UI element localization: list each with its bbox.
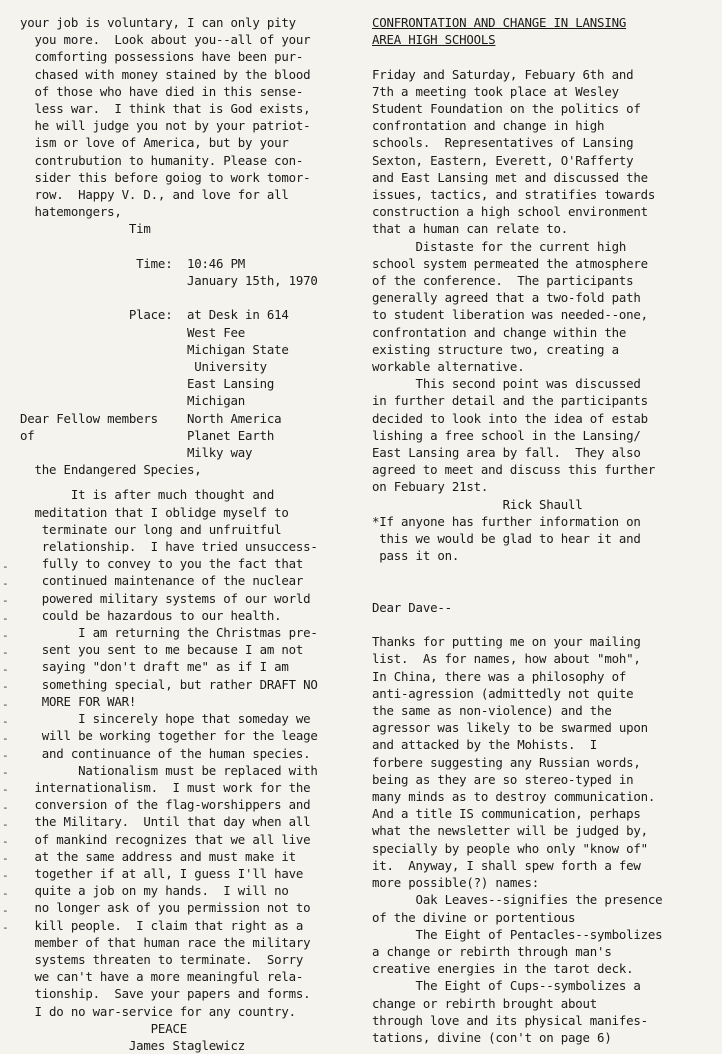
- text-line: construction a high school environment: [372, 204, 648, 220]
- text-line: Distaste for the current high: [372, 238, 627, 254]
- margin-tick: -: [2, 577, 9, 591]
- text-line: tionship. Save your papers and forms.: [20, 986, 311, 1002]
- margin-tick: -: [2, 731, 9, 745]
- text-line: and attacked by the Mohists. I: [372, 737, 598, 753]
- text-line: Student Foundation on the politics of: [372, 101, 641, 116]
- text-line: *If anyone has further information on: [372, 513, 641, 529]
- margin-tick: -: [2, 852, 9, 866]
- margin-tick: -: [2, 628, 9, 642]
- right-column: [372, 14, 707, 1046]
- text-line: workable alternative.: [372, 359, 525, 375]
- text-line: terminate our long and unfruitful: [20, 521, 282, 537]
- text-line: member of that human race the military: [20, 934, 311, 950]
- margin-tick: -: [2, 594, 9, 608]
- text-line: less war. I think that is God exists,: [20, 101, 311, 117]
- text-line: In China, there was a philosophy of: [372, 668, 627, 684]
- text-line: fully to convey to you the fact that: [20, 556, 304, 572]
- text-line: a change or rebirth through man's: [372, 943, 612, 959]
- draft-card-letter: [20, 486, 355, 1019]
- margin-tick: -: [2, 817, 9, 831]
- text-line: ism or love of America, but by your: [20, 135, 289, 151]
- margin-tick-marks: [2, 560, 12, 938]
- text-line: Oak Leaves--signifies the presence: [372, 892, 663, 908]
- text-line: will be working together for the leage: [20, 728, 318, 744]
- text-line: the Military. Until that day when all: [20, 814, 311, 830]
- margin-tick: -: [2, 783, 9, 797]
- text-line: MORE FOR WAR!: [20, 693, 137, 709]
- text-line: East Lansing area by fall. They also: [372, 445, 641, 461]
- peace-closing: PEACE: [20, 1020, 187, 1036]
- text-line: being as they are so stereo-typed in: [372, 771, 634, 787]
- article-headline-line2: AREA HIGH SCHOOLS: [372, 32, 496, 48]
- text-line: kill people. I claim that right as a: [20, 917, 304, 933]
- text-line: lishing a free school in the Lansing/: [372, 427, 641, 443]
- text-line: meditation that I oblidge myself to: [20, 504, 289, 520]
- text-line: West Fee: [20, 324, 246, 340]
- margin-tick: -: [2, 560, 9, 573]
- text-line: generally agreed that a two-fold path: [372, 290, 641, 306]
- text-line: of the divine or portentious: [372, 909, 576, 925]
- text-line: of Planet Earth: [20, 427, 275, 443]
- text-line: confrontation and change in high: [372, 118, 605, 134]
- text-line: list. As for names, how about "moh",: [372, 651, 641, 667]
- text-line: I sincerely hope that someday we: [20, 711, 311, 727]
- text-line: agreed to meet and discuss this further: [372, 462, 656, 478]
- text-line: anti-agression (admittedly not quite: [372, 685, 634, 701]
- text-line: issues, tactics, and stratifies towards: [372, 187, 656, 203]
- text-line: forbere suggesting any Russian words,: [372, 754, 641, 770]
- text-line: Nationalism must be replaced with: [20, 762, 318, 778]
- text-line: pass it on.: [372, 548, 460, 564]
- text-line: quite a job on my hands. I will no: [20, 883, 289, 899]
- signature-tim: Tim: [20, 221, 151, 237]
- dear-dave-salutation: Dear Dave--: [372, 599, 452, 615]
- time-line: Time: 10:46 PM: [20, 255, 246, 271]
- text-line: this we would be glad to hear it and: [372, 531, 641, 547]
- text-line: I do no war-service for any country.: [20, 1003, 296, 1019]
- text-line: existing structure two, creating a: [372, 341, 619, 357]
- margin-tick: -: [2, 903, 9, 917]
- margin-tick: -: [2, 645, 9, 659]
- text-line: agressor was likely to be swarmed upon: [372, 720, 648, 736]
- text-line: creative energies in the tarot deck.: [372, 961, 634, 977]
- text-line: It is after much thought and: [20, 487, 275, 503]
- text-line: continued maintenance of the nuclear: [20, 573, 304, 589]
- text-line: internationalism. I must work for the: [20, 779, 311, 795]
- text-line: The Eight of Cups--symbolizes a: [372, 978, 641, 994]
- text-line: through love and its physical manifes-: [372, 1012, 648, 1028]
- text-line: at the same address and must make it: [20, 848, 296, 864]
- text-line: schools. Representatives of Lansing: [372, 135, 634, 151]
- left-column: [20, 14, 355, 1054]
- text-line: of the conference. The participants: [372, 273, 634, 289]
- open-letter-closing: [20, 14, 355, 220]
- text-line: we can't have a more meaningful rela-: [20, 969, 304, 985]
- article-byline: Rick Shaull: [372, 496, 583, 512]
- text-line: Sexton, Eastern, Everett, O'Rafferty: [372, 152, 634, 168]
- article-footnote: [372, 513, 707, 565]
- text-line: confrontation and change within the: [372, 324, 627, 340]
- text-line: Place: at Desk in 614: [20, 307, 289, 323]
- text-line: relationship. I have tried unsuccess-: [20, 539, 318, 555]
- text-line: sent you sent to me because I am not: [20, 642, 304, 658]
- text-line: East Lansing: [20, 376, 275, 392]
- text-line: The Eight of Pentacles--symbolizes: [372, 926, 663, 942]
- text-line: no longer ask of you permission not to: [20, 900, 311, 916]
- text-line: something special, but rather DRAFT NO: [20, 676, 318, 692]
- margin-tick: -: [2, 766, 9, 780]
- margin-tick: -: [2, 749, 9, 763]
- text-line: Friday and Saturday, Febuary 6th and: [372, 66, 634, 82]
- text-line: he will judge you not by your patriot-: [20, 118, 311, 134]
- text-line: the same as non-violence) and the: [372, 703, 612, 719]
- text-line: decided to look into the idea of estab: [372, 410, 648, 426]
- place-address-block: [20, 306, 355, 478]
- text-line: to student liberation was needed--one,: [372, 307, 648, 323]
- text-line: University: [20, 359, 267, 375]
- text-line: of mankind recognizes that we all live: [20, 831, 311, 847]
- text-line: specially by people who only "know of": [372, 840, 648, 856]
- signature-james: James Staglewicz: [20, 1037, 246, 1053]
- text-line: And a title IS communication, perhaps: [372, 806, 641, 822]
- margin-tick: -: [2, 697, 9, 711]
- text-line: more possible(?) names:: [372, 875, 539, 891]
- text-line: many minds as to destroy communication.: [372, 789, 656, 805]
- confrontation-article: [372, 66, 707, 496]
- naming-suggestions-letter: [372, 633, 707, 1046]
- text-line: you more. Look about you--all of your: [20, 32, 311, 48]
- text-line: contrubution to humanity. Please con-: [20, 152, 304, 168]
- text-line: that a human can relate to.: [372, 221, 569, 237]
- margin-tick: -: [2, 886, 9, 900]
- text-line: your job is voluntary, I can only pity: [20, 15, 296, 30]
- text-line: school system permeated the atmosphere: [372, 255, 648, 271]
- text-line: of those who have died in this sense-: [20, 83, 304, 99]
- text-line: 7th a meeting took place at Wesley: [372, 83, 619, 99]
- margin-tick: -: [2, 680, 9, 694]
- margin-tick: -: [2, 663, 9, 677]
- text-line: powered military systems of our world: [20, 590, 311, 606]
- margin-tick: -: [2, 714, 9, 728]
- text-line: on Febuary 21st.: [372, 479, 489, 495]
- text-line: Dear Fellow members North America: [20, 410, 282, 426]
- text-line: in further detail and the participants: [372, 393, 648, 409]
- text-line: chased with money stained by the blood: [20, 66, 311, 82]
- text-line: change or rebirth brought about: [372, 995, 598, 1011]
- article-headline: CONFRONTATION AND CHANGE IN LANSING: [372, 15, 627, 30]
- text-line: together if at all, I guess I'll have: [20, 865, 304, 881]
- text-line: and East Lansing met and discussed the: [372, 169, 648, 185]
- text-line: Michigan State: [20, 341, 289, 357]
- text-line: it. Anyway, I shall spew forth a few: [372, 857, 641, 873]
- text-line: sider this before goiog to work tomor-: [20, 169, 311, 185]
- text-line: Thanks for putting me on your mailing: [372, 634, 641, 650]
- date-line: January 15th, 1970: [20, 273, 318, 289]
- text-line: systems threaten to terminate. Sorry: [20, 951, 304, 967]
- text-line: saying "don't draft me" as if I am: [20, 659, 289, 675]
- margin-tick: -: [2, 800, 9, 814]
- margin-tick: -: [2, 920, 9, 934]
- margin-tick: -: [2, 611, 9, 625]
- text-line: hatemongers,: [20, 204, 122, 220]
- text-line: and continuance of the human species.: [20, 745, 311, 761]
- margin-tick: -: [2, 835, 9, 848]
- text-line: comforting possessions have been pur-: [20, 49, 304, 65]
- text-line: tations, divine (con't on page 6): [372, 1029, 612, 1045]
- text-line: I am returning the Christmas pre-: [20, 625, 318, 641]
- text-line: Michigan: [20, 393, 246, 409]
- margin-tick: -: [2, 869, 9, 883]
- text-line: the Endangered Species,: [20, 462, 202, 478]
- text-line: conversion of the flag-worshippers and: [20, 797, 311, 813]
- text-line: This second point was discussed: [372, 376, 641, 392]
- text-line: could be hazardous to our health.: [20, 607, 282, 623]
- text-line: row. Happy V. D., and love for all: [20, 187, 289, 203]
- text-line: what the newsletter will be judged by,: [372, 823, 648, 839]
- text-line: Milky way: [20, 445, 253, 461]
